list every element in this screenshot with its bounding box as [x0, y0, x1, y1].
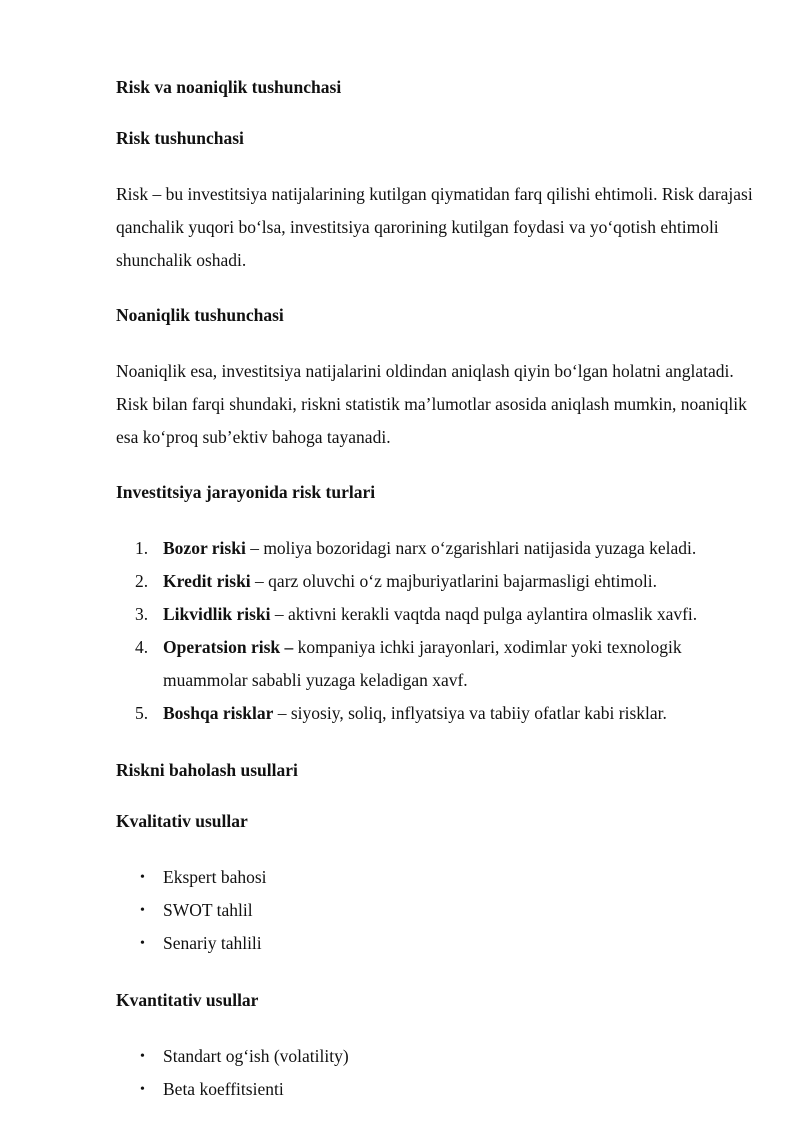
list-item — [116, 1040, 756, 1073]
list-item — [116, 894, 756, 927]
section-heading-risk: Risk tushunchasi — [116, 128, 244, 148]
list-item-text: – qarz oluvchi o‘z majburiyatlarini bajarmasligi ehtimoli. — [250, 571, 657, 591]
list-item-term: Bozor riski — [163, 538, 246, 558]
bullet-icon: • — [140, 870, 145, 885]
bullet-icon: • — [140, 1082, 145, 1097]
quantitative-methods-list — [116, 1040, 756, 1106]
section-heading-noaniqlik: Noaniqlik tushunchasi — [116, 305, 284, 325]
list-item — [116, 697, 756, 730]
list-item-term: Likvidlik riski — [163, 604, 271, 624]
list-item-number: 4. — [135, 637, 149, 657]
document-title: Risk va noaniqlik tushunchasi — [116, 77, 342, 97]
list-item — [116, 598, 756, 631]
list-item-text: – aktivni kerakli vaqtda naqd pulga aylantira olmaslik xavfi. — [270, 604, 698, 624]
document-content — [116, 76, 756, 1135]
paragraph-risk: Risk – bu investitsiya natijalarining kutilgan qiymatidan farq qilishi ehtimoli. Risk darajasi qanchalik yuqori bo‘lsa, investitsiya qarorining kutilgan foydasi va yo‘qotish ehtimoli shunchalik oshadi. — [116, 184, 753, 270]
list-item-term: Kredit riski — [163, 571, 251, 591]
list-item — [116, 861, 756, 894]
list-item-text: Beta koeffitsienti — [163, 1079, 284, 1099]
paragraph-noaniqlik: Noaniqlik esa, investitsiya natijalarini oldindan aniqlash qiyin bo‘lgan holatni anglatadi. Risk bilan farqi shundaki, riskni statistik ma’lumotlar asosida aniqlash mumkin, noaniqlik esa ko‘proq sub’ektiv bahoga tayanadi. — [116, 361, 747, 447]
list-item-number: 1. — [135, 538, 149, 558]
list-item-text: – siyosiy, soliq, inflyatsiya va tabiiy ofatlar kabi risklar. — [273, 703, 667, 723]
section-heading-baholash: Riskni baholash usullari — [116, 760, 298, 780]
section-heading-risk-turlari: Investitsiya jarayonida risk turlari — [116, 482, 376, 502]
list-item-term: Boshqa risklar — [163, 703, 274, 723]
list-item-term: Operatsion risk – — [163, 637, 294, 657]
qualitative-methods-list — [116, 861, 756, 960]
list-item-number: 5. — [135, 703, 149, 723]
list-item-text: Standart og‘ish (volatility) — [163, 1046, 349, 1066]
section-heading-kvantitativ: Kvantitativ usullar — [116, 990, 259, 1010]
list-item-text: – moliya bozoridagi narx o‘zgarishlari natijasida yuzaga keladi. — [245, 538, 697, 558]
list-item — [116, 927, 756, 960]
list-item — [116, 1073, 756, 1106]
list-item-number: 3. — [135, 604, 149, 624]
bullet-icon: • — [140, 903, 145, 918]
risk-types-list — [116, 532, 756, 730]
list-item-text: kompaniya ichki jarayonlari, xodimlar yoki texnologik muammolar sababli yuzaga keladigan xavf. — [163, 637, 682, 690]
list-item — [116, 631, 756, 697]
section-heading-kvalitativ: Kvalitativ usullar — [116, 811, 248, 831]
list-item-text: Ekspert bahosi — [163, 867, 267, 887]
bullet-icon: • — [140, 1049, 145, 1064]
list-item — [116, 532, 756, 565]
list-item-number: 2. — [135, 571, 149, 591]
list-item-text: SWOT tahlil — [163, 900, 253, 920]
list-item-text: Senariy tahlili — [163, 933, 262, 953]
list-item — [116, 565, 756, 598]
bullet-icon: • — [140, 936, 145, 951]
